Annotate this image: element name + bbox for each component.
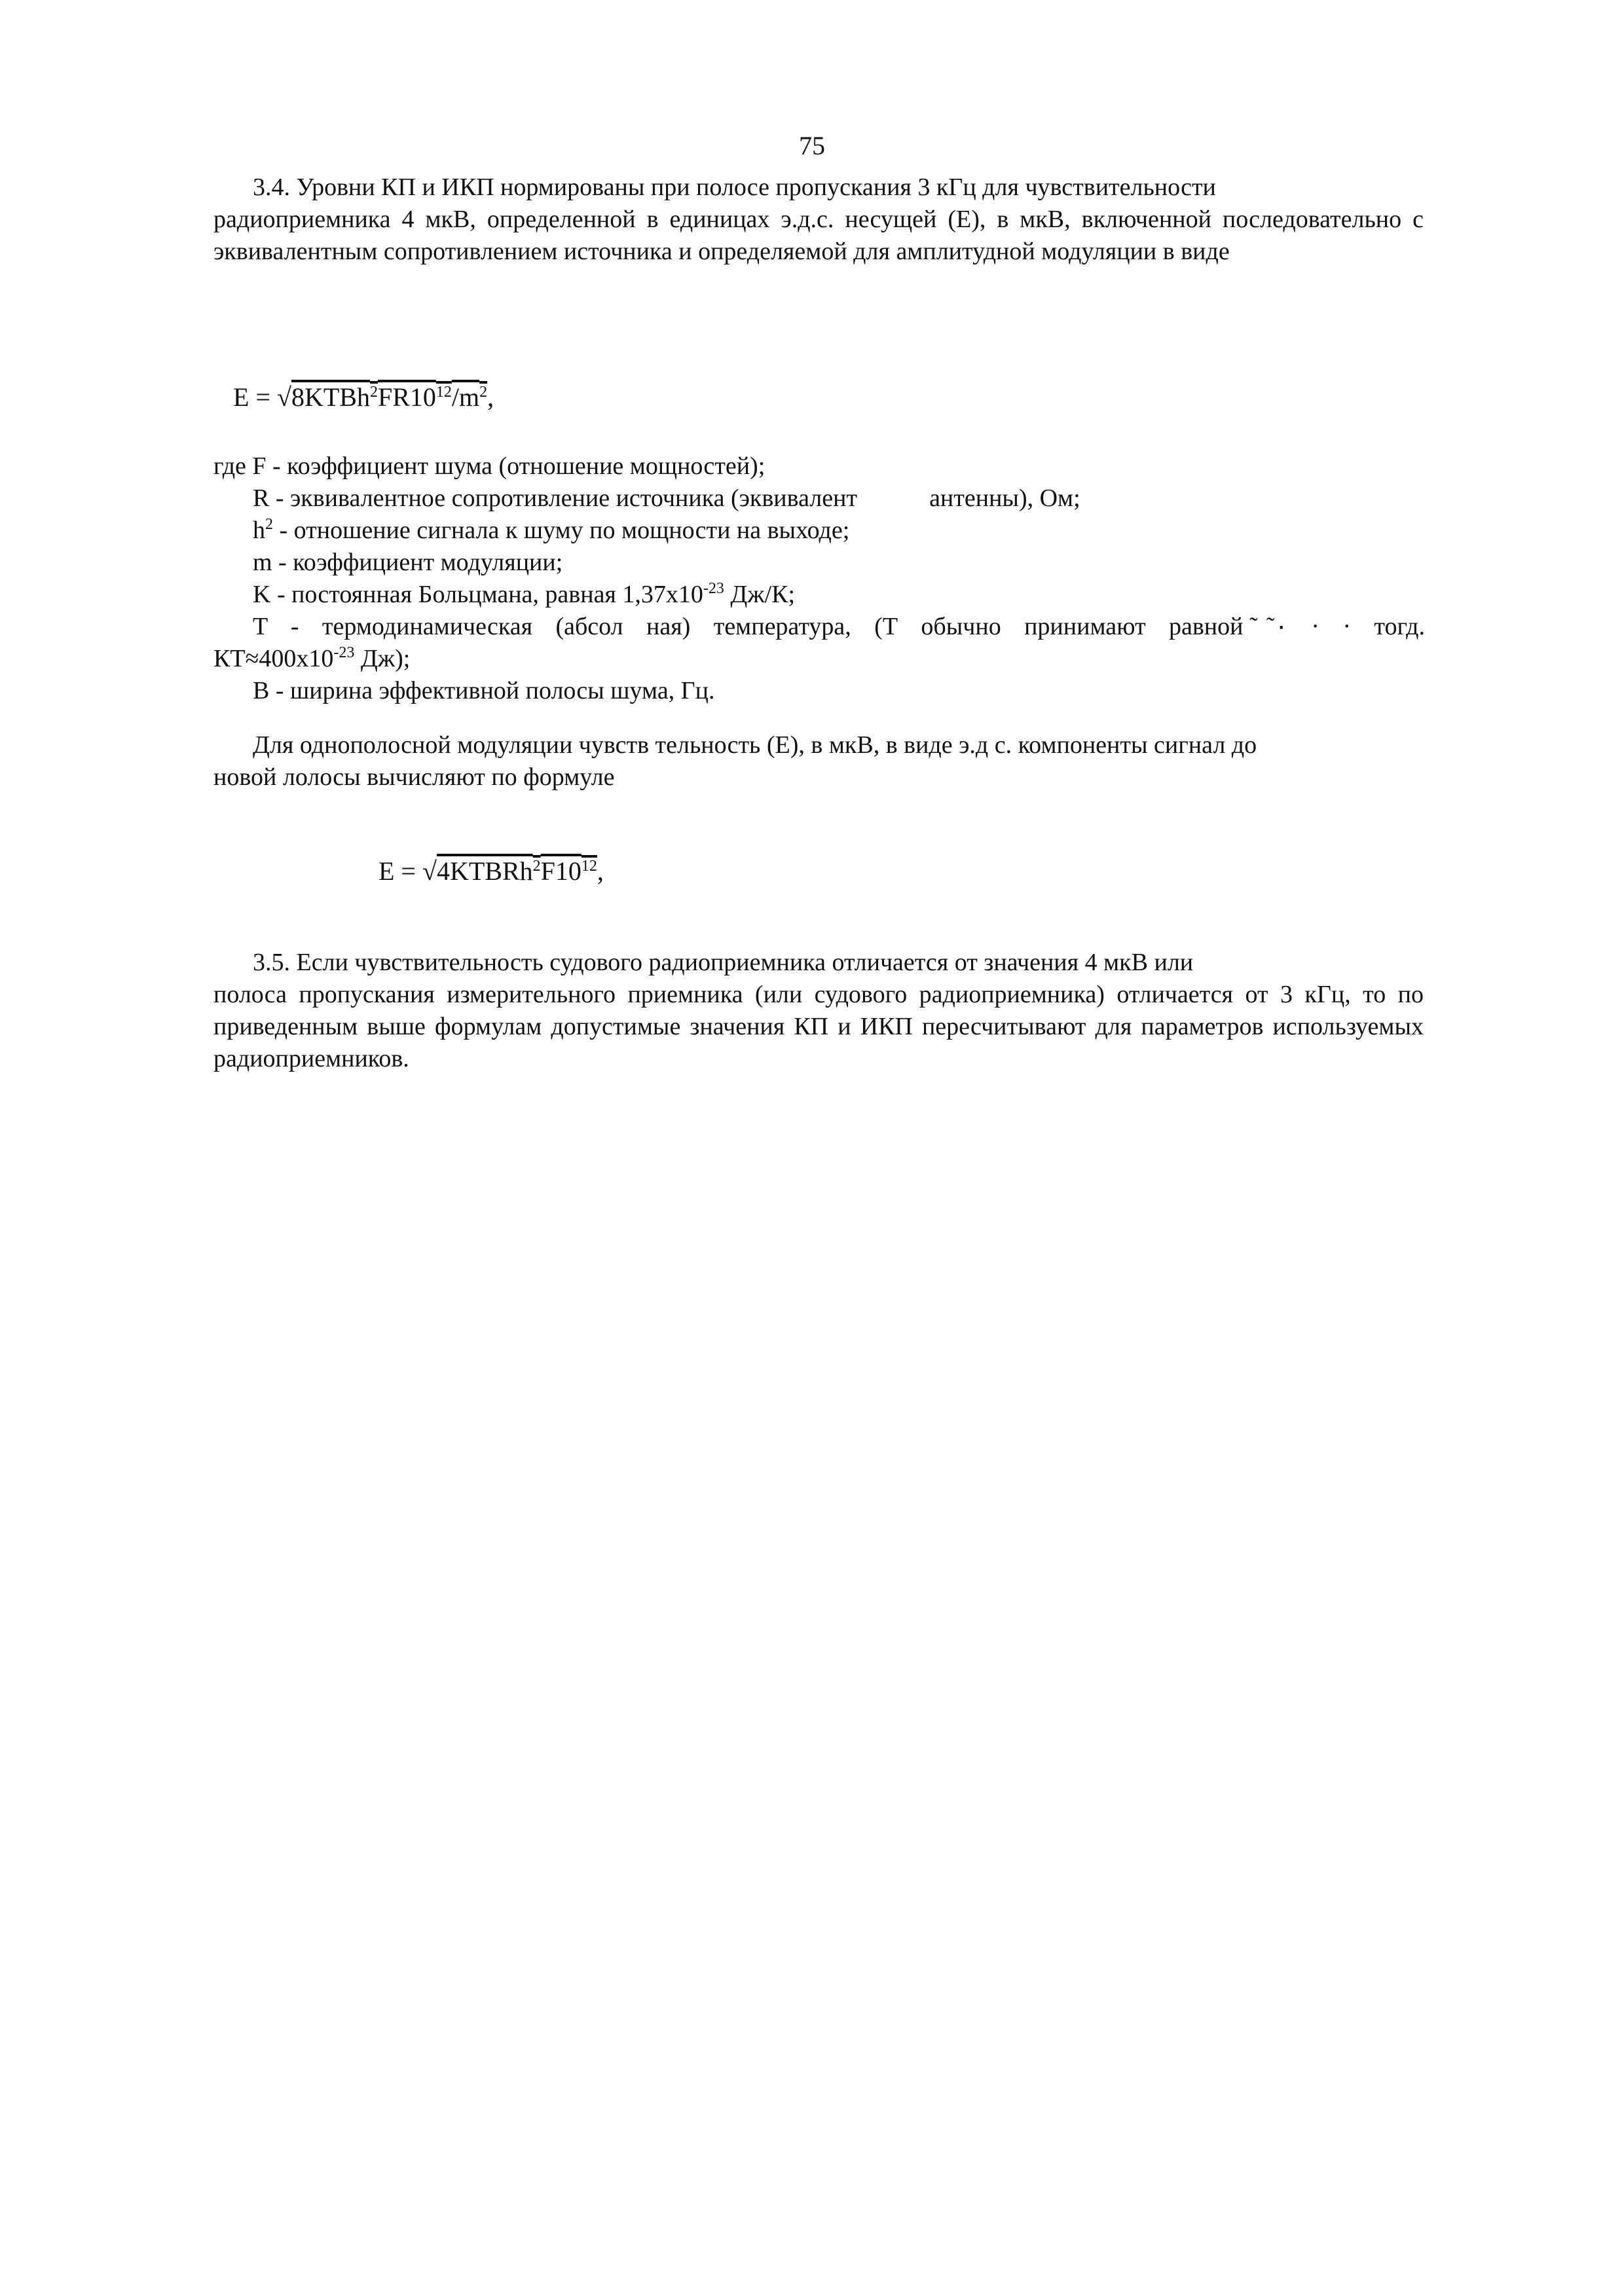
formula-am-exp-c: 2 [479, 384, 488, 401]
section-3-5-paragraph [213, 947, 1424, 1075]
formula-ssb-sensitivity [378, 855, 604, 887]
section-3-4-rest: радиоприемника 4 мкВ, определенной в единицах э.д.с. несущей (Е), в мкВ, включенной последовательно с эквивалентным сопротивлением источника и определяемой для амплитудной модуляции в виде [213, 206, 1424, 265]
formula-ssb-exp-a: 2 [532, 858, 541, 875]
formula-am-part-a: 8KTBh [291, 382, 370, 412]
definition-b: B - ширина эффективной полосы шума, Гц. [253, 677, 715, 704]
definition-t: T - термодинамическая (абсол ная) температура, (Т обычно принимают равной ̃˜٠ · · тогд. [253, 613, 1425, 640]
formula-am-sensitivity [233, 381, 494, 413]
formula-ssb-part-a: 4KTBRh [436, 856, 533, 886]
sqrt-sign: √ [422, 856, 437, 886]
definition-r-part-b: антенны), Ом; [929, 484, 1080, 512]
definition-k-unit: Дж/К; [724, 581, 796, 608]
formula-am-lhs: E = [233, 382, 277, 412]
formula-am-tail: , [487, 382, 494, 412]
ssb-rest: новой лолосы вычисляют по формуле [213, 763, 615, 791]
ssb-paragraph [213, 729, 1424, 793]
definition-h [213, 515, 1425, 547]
definition-k [213, 579, 1425, 611]
definition-kt-text: КТ≈400x10 [213, 645, 334, 672]
formula-ssb-exp-b: 12 [581, 858, 597, 875]
definition-r [213, 483, 1425, 515]
definition-h-symbol: h [253, 517, 265, 544]
section-3-4-paragraph [213, 172, 1424, 268]
formula-am-exp-a: 2 [369, 384, 378, 401]
section-3-5-rest: полоса пропускания измерительного приемника (или судового радиоприемника) отличается от 3 кГц, то по приведенным выше формулам допустимые значения КП и ИКП пересчитывают для параметров используемых радиоприемников. [213, 981, 1424, 1072]
formula-ssb-part-b: F10 [540, 856, 581, 886]
section-3-4-first-line: 3.4. Уровни КП и ИКП нормированы при полосе пропускания 3 кГц для чувствительности [253, 173, 1216, 201]
formula-ssb-radicand [437, 856, 597, 886]
formula-am-part-c: /m [451, 382, 480, 412]
sqrt-sign: √ [277, 382, 291, 412]
section-3-5-first-line: 3.5. Если чувствительность судового радиоприемника отличается от значения 4 мкВ или [253, 949, 1194, 976]
formula-am-exp-b: 12 [435, 384, 452, 401]
formula-ssb-tail: , [597, 856, 604, 886]
definition-m: m - коэффициент модуляции; [253, 549, 563, 576]
definition-kt-exponent: -23 [333, 644, 355, 661]
definition-h-exponent: 2 [265, 516, 273, 533]
variable-definitions [213, 450, 1425, 707]
formula-am-radicand [291, 382, 487, 412]
page-number: 75 [799, 131, 825, 160]
ssb-first-line: Для однополосной модуляции чувств тельность (Е), в мкВ, в виде э.д с. компоненты сигнал до [253, 731, 1257, 759]
definition-k-exponent: -23 [703, 580, 724, 597]
definition-f: где F - коэффициент шума (отношение мощностей); [213, 452, 766, 480]
definition-kt-unit: Дж); [354, 645, 411, 672]
definition-kt [213, 643, 1425, 675]
formula-am-part-b: FR10 [377, 382, 436, 412]
definition-h-text: - отношение сигнала к шуму по мощности на выходе; [273, 517, 850, 544]
definition-k-text: K - постоянная Больцмана, равная 1,37x10 [253, 581, 703, 608]
definition-r-part-a: R - эквивалентное сопротивление источника (эквивалент [253, 484, 858, 512]
formula-ssb-lhs: E = [378, 856, 422, 886]
